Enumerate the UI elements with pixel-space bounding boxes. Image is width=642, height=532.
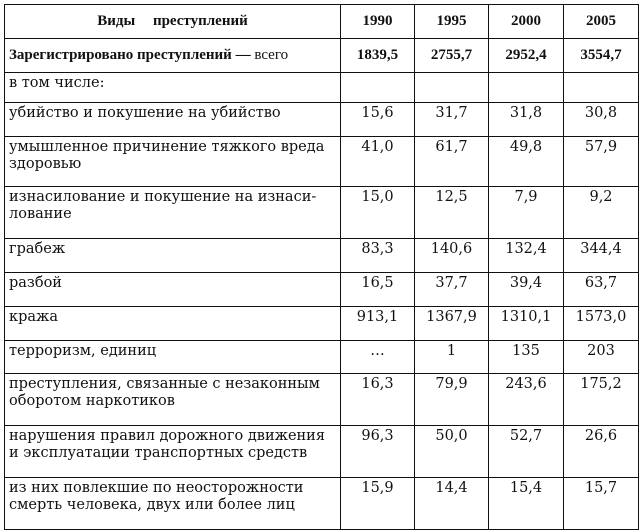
value-cell: 132,4	[489, 239, 564, 273]
value-cell: 31,7	[415, 103, 489, 137]
value-cell: 1310,1	[489, 307, 564, 341]
value-cell: 243,6	[489, 374, 564, 426]
table-row	[5, 273, 639, 307]
value-cell: 1573,0	[564, 307, 639, 341]
value-cell: 3554,7	[564, 39, 639, 73]
value-cell: 50,0	[415, 426, 489, 478]
value-cell: 15,7	[564, 478, 639, 530]
value-cell: 9,2	[564, 187, 639, 239]
header-year: 2005	[564, 5, 639, 39]
value-cell: 49,8	[489, 137, 564, 187]
value-cell: 2755,7	[415, 39, 489, 73]
value-cell: 52,7	[489, 426, 564, 478]
table-row	[5, 426, 639, 478]
table-row-subheader	[5, 73, 639, 103]
value-cell: 96,3	[341, 426, 415, 478]
empty-cell	[415, 73, 489, 103]
value-cell: 63,7	[564, 273, 639, 307]
value-cell: 14,4	[415, 478, 489, 530]
row-label: кража	[5, 307, 341, 341]
value-cell: 30,8	[564, 103, 639, 137]
value-cell: 31,8	[489, 103, 564, 137]
value-cell: 140,6	[415, 239, 489, 273]
value-cell: 37,7	[415, 273, 489, 307]
value-cell: 913,1	[341, 307, 415, 341]
value-cell: 41,0	[341, 137, 415, 187]
value-cell: 15,4	[489, 478, 564, 530]
value-cell: 1	[415, 341, 489, 374]
table-row-total	[5, 39, 639, 73]
value-cell: 26,6	[564, 426, 639, 478]
total-label: Зарегистрировано преступлений —	[9, 47, 251, 63]
empty-cell	[341, 73, 415, 103]
value-cell: 61,7	[415, 137, 489, 187]
value-cell: 57,9	[564, 137, 639, 187]
value-cell: …	[341, 341, 415, 374]
value-cell: 7,9	[489, 187, 564, 239]
table-row	[5, 103, 639, 137]
value-cell: 1367,9	[415, 307, 489, 341]
value-cell: 83,3	[341, 239, 415, 273]
empty-cell	[564, 73, 639, 103]
crime-statistics-table	[4, 4, 639, 530]
value-cell: 344,4	[564, 239, 639, 273]
empty-cell	[489, 73, 564, 103]
row-label: из них повлекшие по неосторожности смерть человека, двух или более лиц	[5, 478, 341, 530]
value-cell: 16,5	[341, 273, 415, 307]
header-year: 1995	[415, 5, 489, 39]
total-label-cell	[5, 39, 341, 73]
table-row	[5, 137, 639, 187]
value-cell: 2952,4	[489, 39, 564, 73]
header-year: 2000	[489, 5, 564, 39]
row-label: нарушения правил дорожного движения и эксплуатации транспортных средств	[5, 426, 341, 478]
value-cell: 15,6	[341, 103, 415, 137]
subheader-label: в том числе:	[5, 73, 341, 103]
table-row	[5, 307, 639, 341]
row-label: убийство и покушение на убийство	[5, 103, 341, 137]
value-cell: 175,2	[564, 374, 639, 426]
value-cell: 39,4	[489, 273, 564, 307]
table-row	[5, 478, 639, 530]
value-cell: 1839,5	[341, 39, 415, 73]
table-row	[5, 341, 639, 374]
table-row	[5, 187, 639, 239]
value-cell: 203	[564, 341, 639, 374]
value-cell: 15,9	[341, 478, 415, 530]
header-year: 1990	[341, 5, 415, 39]
row-label: изнасилование и покушение на изнаси-лование	[5, 187, 341, 239]
value-cell: 12,5	[415, 187, 489, 239]
total-label-suffix: всего	[254, 47, 289, 63]
table-row	[5, 374, 639, 426]
row-label: умышленное причинение тяжкого вреда здоровью	[5, 137, 341, 187]
value-cell: 135	[489, 341, 564, 374]
header-crime-types: Виды преступлений	[5, 5, 341, 39]
table-header-row	[5, 5, 639, 39]
value-cell: 16,3	[341, 374, 415, 426]
row-label: разбой	[5, 273, 341, 307]
row-label: грабеж	[5, 239, 341, 273]
value-cell: 79,9	[415, 374, 489, 426]
table-row	[5, 239, 639, 273]
row-label: терроризм, единиц	[5, 341, 341, 374]
value-cell: 15,0	[341, 187, 415, 239]
row-label: преступления, связанные с незаконным оборотом наркотиков	[5, 374, 341, 426]
